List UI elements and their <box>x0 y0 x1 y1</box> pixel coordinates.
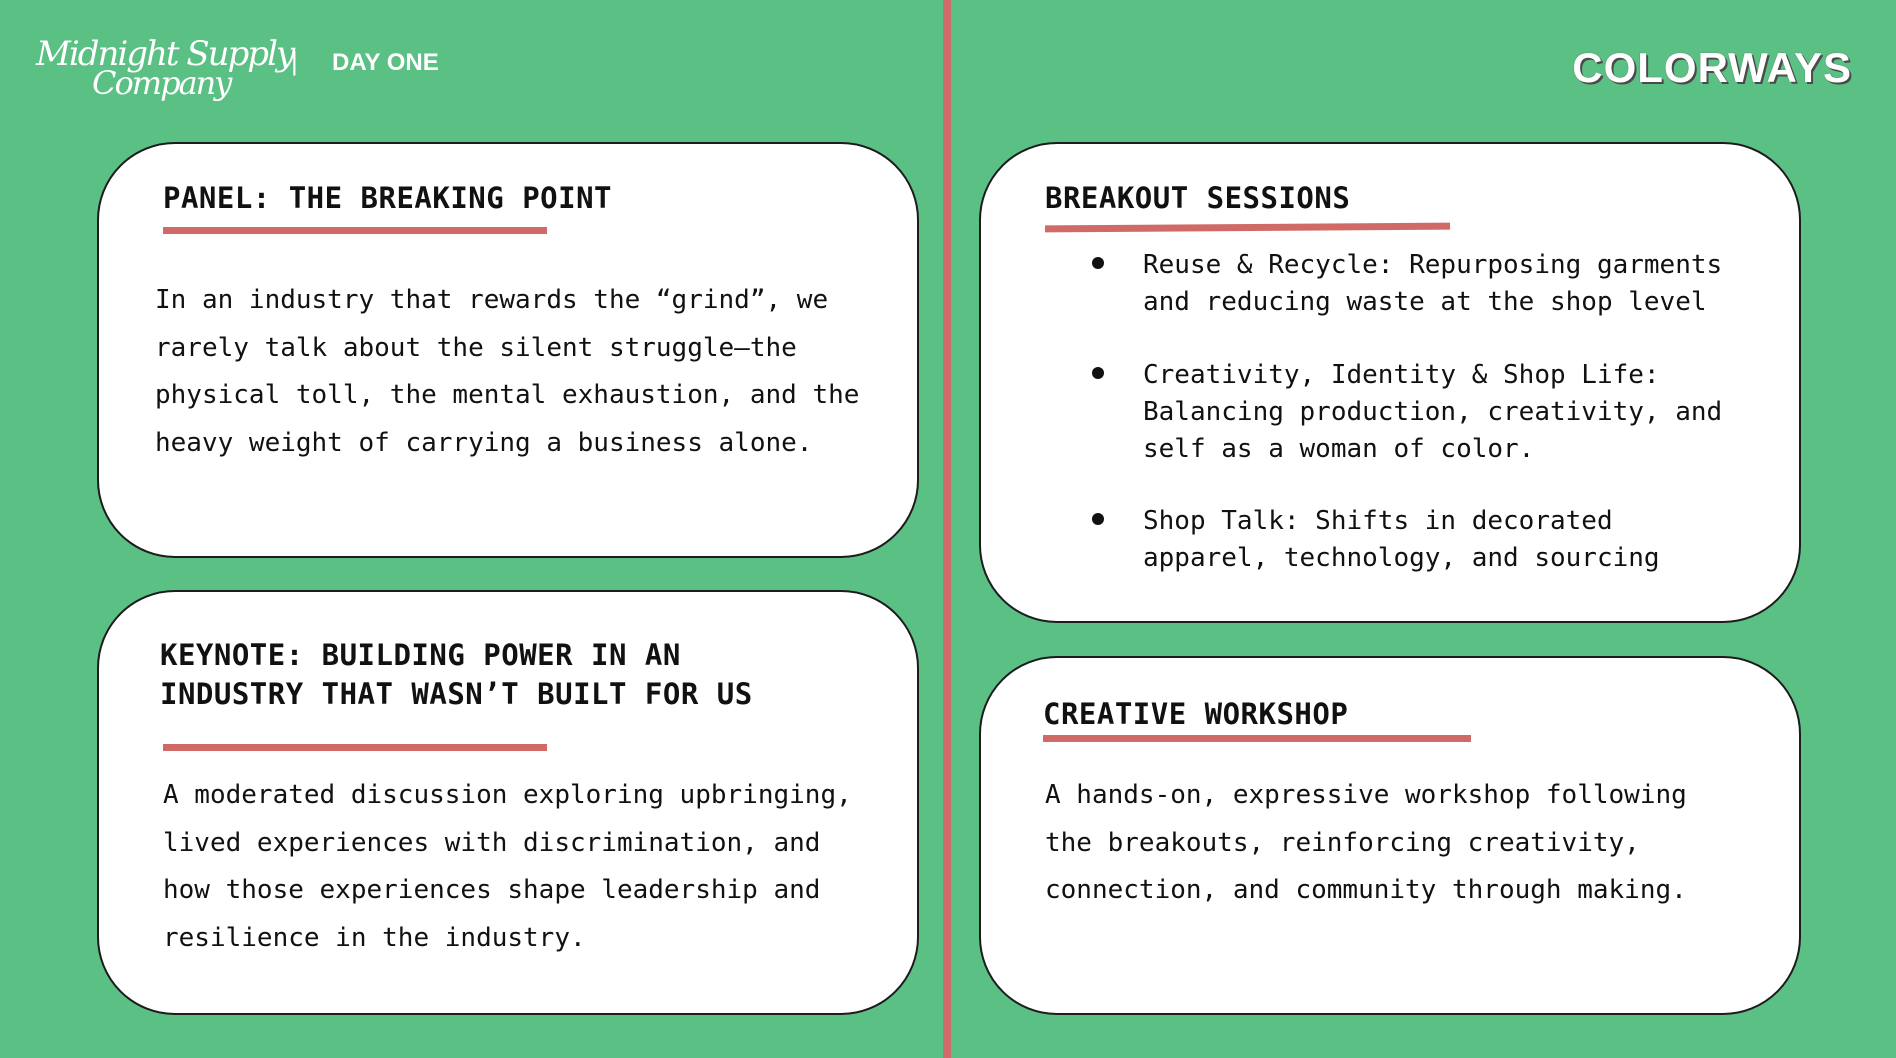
panel-card <box>97 142 919 558</box>
workshop-card <box>979 656 1801 1015</box>
header-separator: | <box>291 46 298 76</box>
workshop-line: connection, and community through making. <box>1045 875 1687 905</box>
list-item-line: self as a woman of color. <box>1143 434 1535 464</box>
panel-line: rarely talk about the silent struggle—the <box>155 332 797 363</box>
logo-line-2: Company <box>92 64 231 102</box>
list-item-line: Creativity, Identity & Shop Life: <box>1143 360 1660 390</box>
keynote-line: how those experiences shape leadership and <box>163 875 821 905</box>
list-item-line: Balancing production, creativity, and <box>1143 397 1723 427</box>
logo-line-1: Midnight Supply <box>36 34 294 74</box>
panel-line: In an industry that rewards the “grind”, we <box>155 285 829 315</box>
panel-title: PANEL: THE BREAKING POINT <box>163 181 612 215</box>
keynote-line: resilience in the industry. <box>163 922 586 953</box>
breakout-title-underline <box>1045 223 1450 233</box>
list-item-line: Shop Talk: Shifts in decorated <box>1143 506 1613 536</box>
keynote-title-line: KEYNOTE: BUILDING POWER IN AN <box>160 638 681 672</box>
panel-title-underline <box>163 227 547 234</box>
panel-description <box>155 277 859 467</box>
keynote-line: A moderated discussion exploring upbringing, <box>163 780 852 810</box>
workshop-line: A hands-on, expressive workshop following <box>1045 780 1687 810</box>
company-logo <box>36 34 294 104</box>
list-item-line: Reuse & Recycle: Repurposing garments <box>1143 250 1723 280</box>
bullet-icon <box>1092 257 1104 269</box>
center-divider <box>943 0 951 1058</box>
list-item <box>1143 503 1722 577</box>
panel-line: heavy weight of carrying a business alone. <box>155 427 813 458</box>
workshop-line: the breakouts, reinforcing creativity, <box>1045 827 1640 858</box>
breakout-list <box>1143 247 1722 577</box>
breakout-title: BREAKOUT SESSIONS <box>1045 181 1351 215</box>
brand-logo: COLORWAYS <box>1572 44 1852 91</box>
bullet-icon <box>1092 513 1104 525</box>
list-item <box>1143 357 1722 468</box>
keynote-description <box>163 772 852 962</box>
panel-line: physical toll, the mental exhaustion, and the <box>155 380 860 410</box>
workshop-title: CREATIVE WORKSHOP <box>1043 697 1349 731</box>
list-item <box>1143 247 1722 321</box>
keynote-card <box>97 590 919 1015</box>
keynote-title <box>160 636 753 714</box>
breakout-card <box>979 142 1801 623</box>
day-label: DAY ONE <box>332 49 439 76</box>
list-item-line: and reducing waste at the shop level <box>1143 287 1707 317</box>
keynote-line: lived experiences with discrimination, and <box>163 827 821 858</box>
list-item-line: apparel, technology, and sourcing <box>1143 543 1660 573</box>
keynote-title-underline <box>163 744 547 751</box>
keynote-title-line: INDUSTRY THAT WASN’T BUILT FOR US <box>160 677 753 711</box>
workshop-description <box>1045 772 1687 915</box>
bullet-icon <box>1092 367 1104 379</box>
workshop-title-underline <box>1043 735 1471 742</box>
